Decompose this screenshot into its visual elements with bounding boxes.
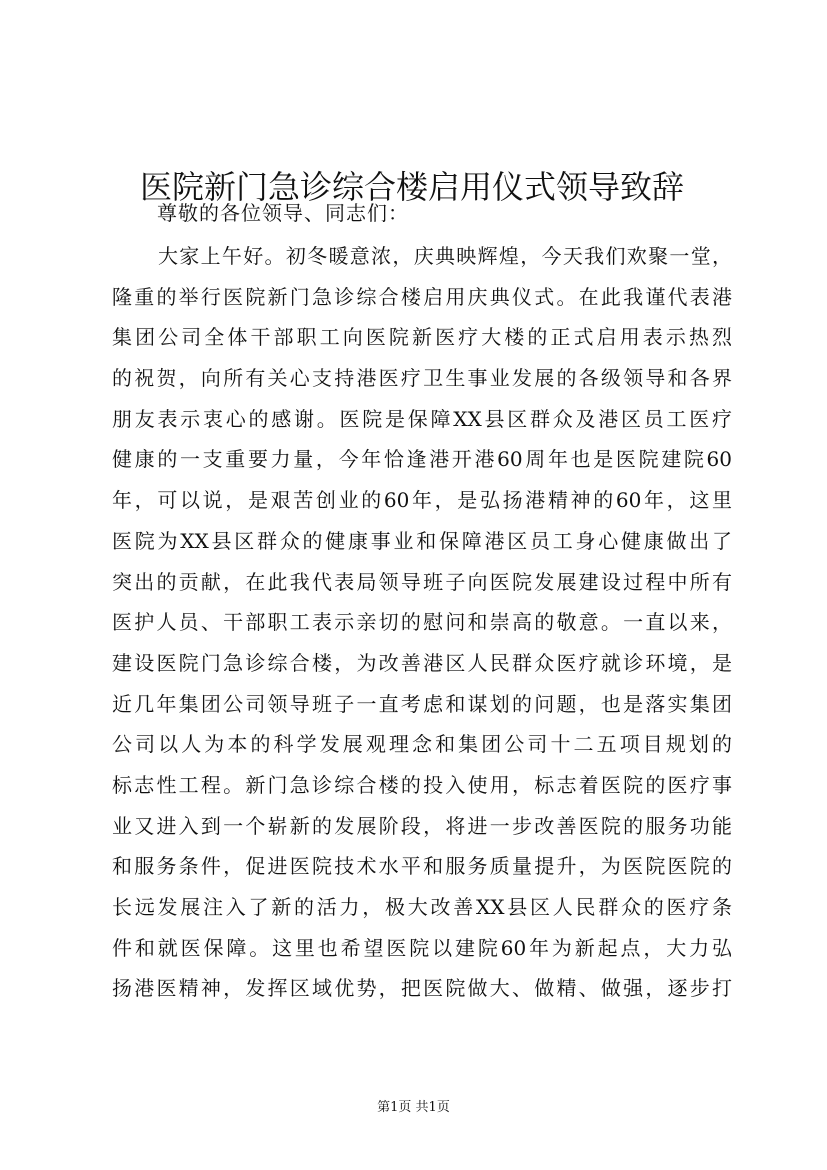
body-line: 大家上午好。初冬暖意浓，庆典映辉煌，今天我们欢聚一堂， (158, 244, 732, 268)
body-line: 朋友表示衷心的感谢。医院是保障XX县区群众及港区员工医疗 (112, 406, 732, 431)
body-line: 和服务条件，促进医院技术水平和服务质量提升，为医院医院的 (112, 854, 732, 879)
body-line: 医护人员、干部职工表示亲切的慰问和崇高的敬意。一直以来， (112, 610, 732, 635)
body-line: 的祝贺，向所有关心支持港医疗卫生事业发展的各级领导和各界 (112, 366, 732, 391)
body-line: 建设医院门急诊综合楼，为改善港区人民群众医疗就诊环境，是 (112, 650, 732, 675)
body-line: 突出的贡献，在此我代表局领导班子向医院发展建设过程中所有 (112, 569, 732, 594)
body-text (112, 236, 732, 1009)
page-footer: 第1页 共1页 (377, 1100, 450, 1115)
body-line: 标志性工程。新门急诊综合楼的投入使用，标志着医院的医疗事 (112, 772, 732, 797)
body-line: 公司以人为本的科学发展观理念和集团公司十二五项目规划的 (112, 732, 732, 757)
salutation: 尊敬的各位领导、同志们： (157, 201, 409, 225)
body-line: 隆重的举行医院新门急诊综合楼启用庆典仪式。在此我谨代表港 (112, 284, 732, 309)
body-line: 年，可以说，是艰苦创业的60年，是弘扬港精神的60年，这里 (112, 488, 732, 513)
body-line: 扬港医精神，发挥区域优势，把医院做大、做精、做强，逐步打 (112, 976, 732, 1001)
body-line: 健康的一支重要力量，今年恰逢港开港60周年也是医院建院60 (112, 447, 732, 472)
document-title: 医院新门急诊综合楼启用仪式领导致辞 (139, 168, 684, 207)
body-line: 件和就医保障。这里也希望医院以建院60年为新起点，大力弘 (112, 935, 732, 960)
body-line: 集团公司全体干部职工向医院新医疗大楼的正式启用表示热烈 (112, 325, 732, 350)
body-line: 长远发展注入了新的活力，极大改善XX县区人民群众的医疗条 (112, 895, 732, 919)
body-line: 医院为XX县区群众的健康事业和保障港区员工身心健康做出了 (112, 528, 732, 553)
body-line: 近几年集团公司领导班子一直考虑和谋划的问题，也是落实集团 (112, 691, 732, 716)
body-line: 业又进入到一个崭新的发展阶段，将进一步改善医院的服务功能 (112, 813, 732, 838)
